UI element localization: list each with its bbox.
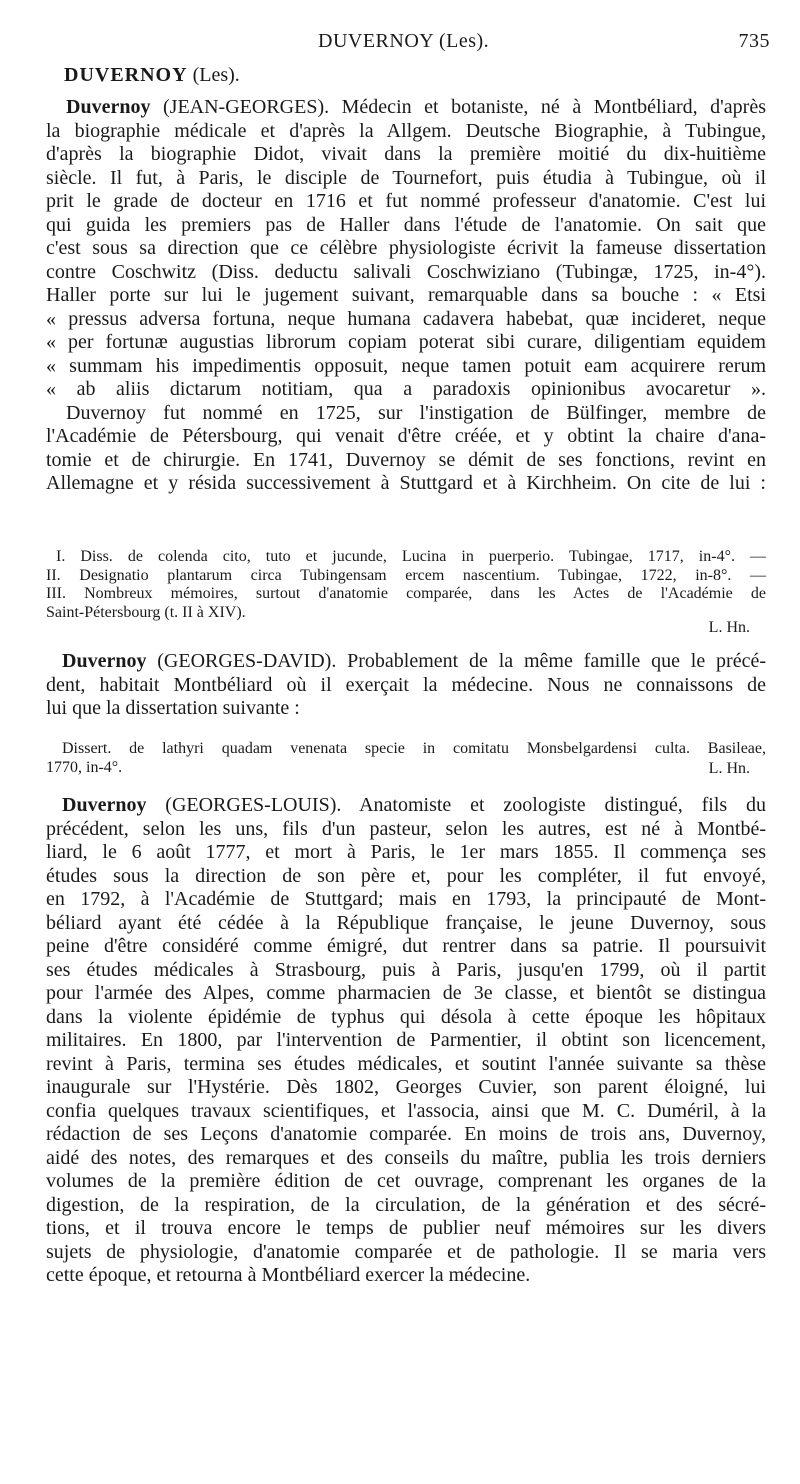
running-title: DUVERNOY (Les).: [318, 30, 490, 52]
article-line: inaugurale sur l'Hystérie. Dès 1802, Georges Cuvier, son parent éloigné, lui: [46, 1076, 766, 1098]
article-line: Allemagne et y résida successivement à Stuttgard et à Kirchheim. On cite de lui :: [46, 472, 766, 494]
article-line: revint à Paris, termina ses études médicales, et soutint l'année suivante sa thèse: [46, 1052, 766, 1075]
author-signature: L. Hn.: [708, 760, 750, 777]
article-line: qui guida les premiers pas de Haller dans l'étude de l'anatomie. On sait que: [46, 213, 766, 236]
article-line: « ab aliis dictarum notitiam, qua a paradoxis opinionibus avocaretur ».: [46, 378, 766, 400]
article-line: « summam his impedimentis opposuit, neque tamen potuit eam acquirere rerum: [46, 354, 766, 377]
article-georges-louis: [46, 794, 766, 1288]
article-line: tomie et de chirurgie. En 1741, Duvernoy se démit de ses fonctions, revint en: [46, 448, 766, 471]
article-line: dent, habitait Montbéliard où il exerçait la médecine. Nous ne connaissons de: [46, 673, 766, 696]
article-line: c'est sous sa direction que ce célèbre physiologiste écrivit la fameuse dissertation: [46, 237, 766, 259]
article-line: Duvernoy (GEORGES-DAVID). Probablement de la même famille que le précé-: [62, 650, 766, 672]
article-name: Duvernoy: [62, 794, 147, 816]
article-line: « per fortunæ augustias librorum copiam poterat sibi curare, diligentiam equidem: [46, 331, 766, 353]
article-line: peine d'être considéré comme émigré, dut rentrer dans sa patrie. Il poursuivit: [46, 935, 766, 957]
article-line: digestion, de la respiration, de la circulation, de la génération et des sécré-: [46, 1193, 766, 1216]
article-line: dans la violente épidémie de typhus qui désola à cette époque les hôpitaux: [46, 1005, 766, 1028]
article-line: Haller porte sur lui le jugement suivant, remarquable dans sa bouche : « Etsi: [46, 284, 766, 306]
work-item: I. Diss. de colenda cito, tuto et jucunde, Lucina in puerperio. Tubingae, 1717, in-4°. —: [56, 548, 766, 565]
work-item: Dissert. de lathyri quadam venenata specie in comitatu Monsbelgardensi culta. Basileae,: [62, 740, 766, 757]
article-line: études sous la direction de son père et, pour les compléter, il fut envoyé,: [46, 864, 766, 887]
article-line: sujets de physiologie, d'anatomie comparée et de pathologie. Il se maria vers: [46, 1240, 766, 1263]
article-line: rédaction de ses Leçons d'anatomie comparée. En moins de trois ans, Duvernoy,: [46, 1123, 766, 1145]
article-line: ses études médicales à Strasbourg, puis à Paris, jusqu'en 1799, où il partit: [46, 958, 766, 981]
entry-heading-suffix: (Les).: [192, 64, 240, 86]
article-jean-georges: [46, 96, 766, 496]
work-item: 1770, in-4°.: [46, 758, 123, 776]
page-number: 735: [738, 30, 770, 52]
running-header: [0, 30, 800, 58]
work-item: II. Designatio plantarum circa Tubingensam ercem nascentium. Tubingae, 1722, in-8°. —: [46, 566, 766, 584]
article-line: l'Académie de Pétersbourg, qui venait d'être créée, et y obtint la chaire d'ana-: [46, 425, 766, 447]
article-line: liard, le 6 août 1777, et mort à Paris, le 1er mars 1855. Il commença ses: [46, 841, 766, 863]
works-list-jean-georges: [46, 548, 766, 622]
entry-heading: [64, 64, 240, 87]
article-line: en 1792, à l'Académie de Stuttgard; mais en 1793, la principauté de Mont-: [46, 888, 766, 910]
article-line: tions, et il trouva encore le temps de publier neuf mémoires sur les divers: [46, 1217, 766, 1239]
article-line: cette époque, et retourna à Montbéliard exercer la médecine.: [46, 1264, 531, 1286]
article-line: militaires. En 1800, par l'intervention de Parmentier, il obtint son licencement,: [46, 1029, 766, 1051]
article-line: confia quelques travaux scientifiques, et l'associa, ainsi que M. C. Duméril, à la: [46, 1099, 766, 1122]
article-line: volumes de la première édition de cet ouvrage, comprenant les organes de la: [46, 1170, 766, 1192]
article-line: Duvernoy (GEORGES-LOUIS). Anatomiste et zoologiste distingué, fils du: [62, 794, 766, 816]
article-line: pour l'armée des Alpes, comme pharmacien de 3e classe, et bientôt se distingua: [46, 982, 766, 1004]
article-line: d'après la biographie Didot, vivait dans la première moitié du dix-huitième: [46, 143, 766, 165]
article-line: Duvernoy fut nommé en 1725, sur l'instigation de Bülfinger, membre de: [66, 401, 766, 424]
article-georges-david: [46, 650, 766, 721]
article-line: lui que la dissertation suivante :: [46, 697, 300, 719]
article-name: Duvernoy: [66, 96, 151, 118]
author-signature: L. Hn.: [708, 619, 750, 636]
work-item: III. Nombreux mémoires, surtout d'anatomie comparée, dans les Actes de l'Académie de: [46, 585, 766, 602]
entry-heading-name: DUVERNOY: [64, 64, 188, 86]
article-line: la biographie médicale et d'après la Allgem. Deutsche Biographie, à Tubingue,: [46, 119, 766, 142]
article-line: béliard ayant été cédée à la République française, le jeune Duvernoy, sous: [46, 911, 766, 934]
article-line: prit le grade de docteur en 1716 et fut nommé professeur d'anatomie. C'est lui: [46, 190, 766, 212]
article-name: Duvernoy: [62, 650, 147, 672]
works-list-georges-david: [46, 740, 766, 777]
article-line: contre Coschwitz (Diss. deductu salivali Coschwiziano (Tubingæ, 1725, in-4°).: [46, 260, 766, 283]
article-line: précédent, selon les uns, fils d'un pasteur, selon les autres, est né à Montbé-: [46, 817, 766, 840]
article-line: Duvernoy (JEAN-GEORGES). Médecin et botaniste, né à Montbéliard, d'après: [66, 96, 766, 118]
article-line: aidé des notes, des remarques et des conseils du maître, publia les trois derniers: [46, 1146, 766, 1169]
article-line: siècle. Il fut, à Paris, le disciple de Tournefort, puis étudia à Tubingue, où il: [46, 166, 766, 189]
work-item: Saint-Pétersbourg (t. II à XIV).: [46, 603, 246, 621]
article-line: « pressus adversa fortuna, neque humana cadavera habebat, quæ incideret, neque: [46, 307, 766, 330]
